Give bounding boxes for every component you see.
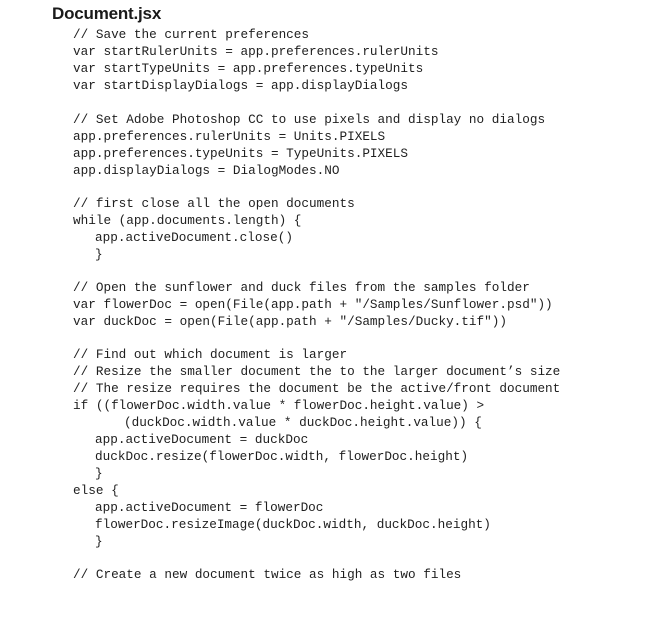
code-line: app.activeDocument = flowerDoc — [95, 500, 324, 515]
document-filename: Document.jsx — [52, 4, 162, 23]
code-line: app.activeDocument.close() — [95, 230, 293, 245]
code-line: // Set Adobe Photoshop CC to use pixels and display no dialogs — [73, 112, 546, 127]
code-line: // Create a new document twice as high as two files — [73, 567, 462, 582]
code-line: app.activeDocument = duckDoc — [95, 432, 309, 447]
code-line: // Open the sunflower and duck files from the samples folder — [73, 280, 530, 295]
code-line: (duckDoc.width.value * duckDoc.height.value)) { — [124, 415, 482, 430]
code-line: else { — [73, 483, 119, 498]
code-line: // Save the current preferences — [73, 27, 310, 42]
code-line: } — [95, 534, 103, 549]
code-line: } — [95, 466, 103, 481]
code-line: var duckDoc = open(File(app.path + "/Samples/Ducky.tif")) — [73, 314, 507, 329]
code-line: // The resize requires the document be the active/front document — [73, 381, 561, 396]
code-line: app.preferences.rulerUnits = Units.PIXELS — [73, 129, 386, 144]
code-line: duckDoc.resize(flowerDoc.width, flowerDoc.height) — [95, 449, 469, 464]
code-line: // Find out which document is larger — [73, 347, 348, 362]
code-line: var startDisplayDialogs = app.displayDialogs — [73, 78, 409, 93]
code-line: var flowerDoc = open(File(app.path + "/Samples/Sunflower.psd")) — [73, 297, 553, 312]
code-line: var startRulerUnits = app.preferences.rulerUnits — [73, 44, 439, 59]
code-line: if ((flowerDoc.width.value * flowerDoc.height.value) > — [73, 398, 485, 413]
code-line: } — [95, 247, 103, 262]
code-line: var startTypeUnits = app.preferences.typeUnits — [73, 61, 424, 76]
code-line: // first close all the open documents — [73, 196, 355, 211]
code-line: app.displayDialogs = DialogModes.NO — [73, 163, 340, 178]
code-line: // Resize the smaller document the to the larger document’s size — [73, 364, 561, 379]
code-line: flowerDoc.resizeImage(duckDoc.width, duckDoc.height) — [95, 517, 491, 532]
code-line: app.preferences.typeUnits = TypeUnits.PIXELS — [73, 146, 409, 161]
code-line: while (app.documents.length) { — [73, 213, 302, 228]
